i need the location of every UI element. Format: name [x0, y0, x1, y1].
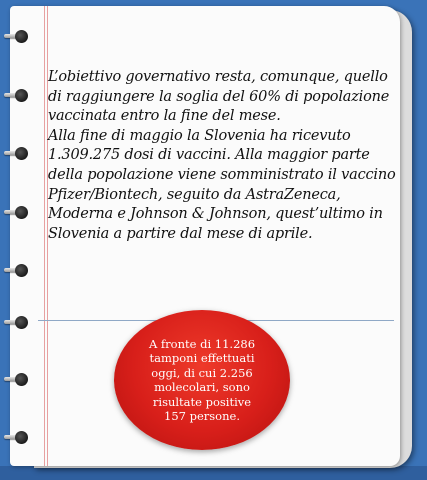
- background-bottom-band: [0, 466, 427, 480]
- spiral-ring: [4, 147, 28, 160]
- paragraph-doses: Alla fine di maggio la Slovenia ha ricevuto 1.309.275 dosi di vaccini. Alla maggior parte della popolazione viene somministrato il vaccino Pfizer/Biontech, seguito da AstraZeneca, Moderna e Johnson & Johnson, quest’ultimo in Slovenia a partire dal mese di aprile.: [48, 127, 396, 242]
- spiral-ring: [4, 316, 28, 329]
- margin-line: [44, 6, 45, 466]
- spiral-ring: [4, 373, 28, 386]
- callout-bubble: [114, 310, 290, 450]
- spiral-ring: [4, 431, 28, 444]
- paragraph-goal: L’obiettivo governativo resta, comunque, quello di raggiungere la soglia del 60% di popolazione vaccinata entro la fine del mese.: [48, 69, 390, 125]
- spiral-ring: [4, 89, 28, 102]
- spiral-ring: [4, 206, 28, 219]
- spiral-ring: [4, 264, 28, 277]
- callout-text: A fronte di 11.286 tamponi effettuati oggi, di cui 2.256 molecolari, sono risultate positive 157 persone.: [148, 336, 256, 423]
- spiral-ring: [4, 30, 28, 43]
- note-text: [48, 68, 396, 244]
